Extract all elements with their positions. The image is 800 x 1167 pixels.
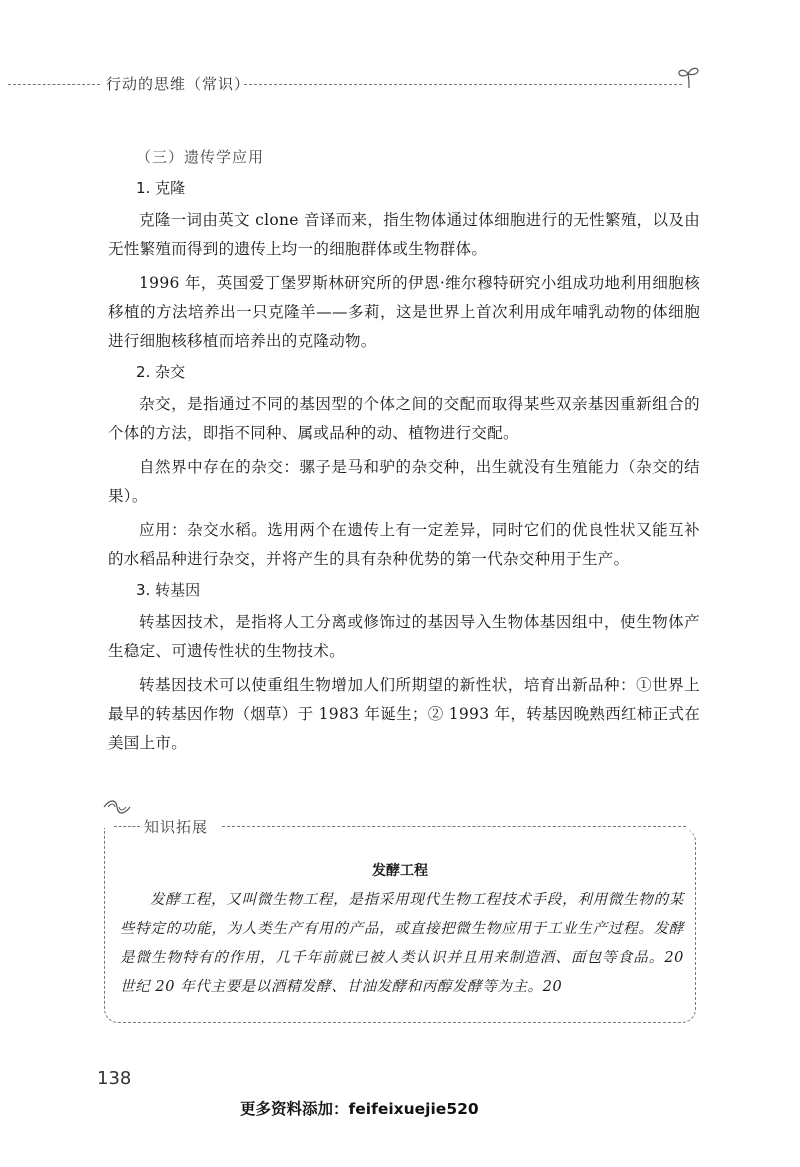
knowledge-extension-box [100,798,700,1028]
subhead-transgenic: 3. 转基因 [136,581,201,599]
footer-note: 更多资料添加：feifeixuejie520 [240,1100,479,1118]
paragraph: 杂交，是指通过不同的基因型的个体之间的交配而取得某些双亲基因重新组合的个体的方法，即指不同种、属或品种的动、植物进行交配。 [108,395,700,442]
running-title: 行动的思维（常识） [106,75,251,93]
paragraph: 自然界中存在的杂交：骡子是马和驴的杂交种，出生就没有生殖能力（杂交的结果）。 [108,458,700,505]
box-label: 知识拓展 [144,818,209,836]
paragraph: 1996 年，英国爱丁堡罗斯林研究所的伊恩·维尔穆特研究小组成功地利用细胞核移植的方法培养出一只克隆羊——多莉，这是世界上首次利用成年哺乳动物的体细胞进行细胞核移植而培养出的克隆动物。 [108,274,700,350]
header-rule-left [8,84,100,85]
paragraph: 转基因技术可以使重组生物增加人们所期望的新性状，培育出新品种：①世界上最早的转基因作物（烟草）于 1983 年诞生；② 1993 年，转基因晚熟西红柿正式在美国上市。 [108,676,701,752]
header-rule-right [244,84,682,85]
page-number: 138 [97,1068,132,1089]
box-top-rule [222,826,686,827]
box-title: 发酵工程 [372,863,428,879]
subhead-cloning: 1. 克隆 [136,179,186,197]
section-title: （三）遗传学应用 [136,148,265,166]
subhead-hybridization: 2. 杂交 [136,363,186,381]
paragraph: 应用：杂交水稻。选用两个在遗传上有一定差异，同时它们的优良性状又能互补的水稻品种进行杂交，并将产生的具有杂种优势的第一代杂交种用于生产。 [108,521,700,568]
ornament-icon [102,798,132,816]
running-header [0,70,800,100]
main-content [108,146,700,763]
box-label-rule [114,826,140,827]
paragraph: 克隆一词由英文 clone 音译而来，指生物体通过体细胞进行的无性繁殖，以及由无性繁殖而得到的遗传上均一的细胞群体或生物群体。 [108,211,700,258]
sprout-icon [676,64,702,90]
box-text: 发酵工程，又叫微生物工程，是指采用现代生物工程技术手段，利用微生物的某些特定的功能，为人类生产有用的产品，或直接把微生物应用于工业生产过程。发酵是微生物特有的作用，几千年前就已被人类认识并且用来制造酒、面包等食品。20 世纪 20 年代主要是以酒精发酵、甘油发酵和丙醇发酵等为主。20 [120,892,684,995]
paragraph: 转基因技术，是指将人工分离或修饰过的基因导入生物体基因组中，使生物体产生稳定、可遗传性状的生物技术。 [108,613,700,660]
